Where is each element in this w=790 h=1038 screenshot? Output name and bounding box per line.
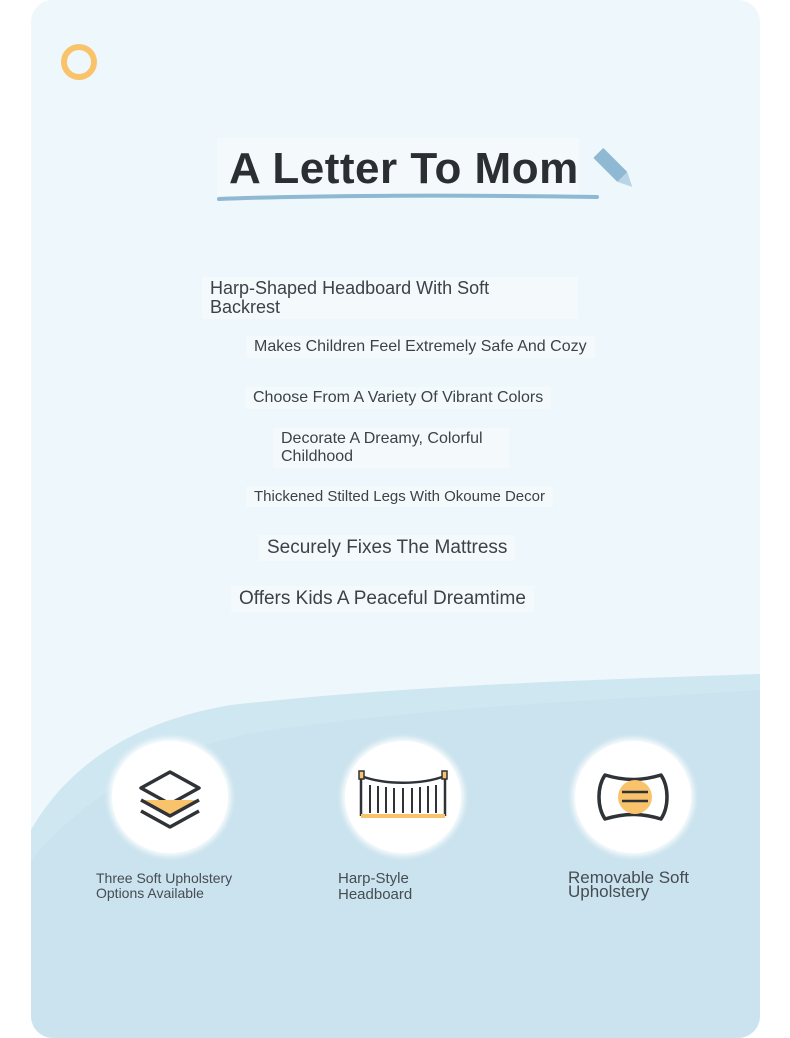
layers-icon (112, 741, 228, 853)
feature-6: Securely Fixes The Mattress (259, 535, 515, 561)
headboard-badge (345, 741, 461, 853)
page-title: A Letter To Mom (229, 144, 579, 193)
title-underline (217, 190, 607, 206)
headboard-icon (345, 741, 461, 853)
feature-5: Thickened Stilted Legs With Okoume Decor (246, 486, 553, 507)
feature-3: Choose From A Variety Of Vibrant Colors (245, 387, 551, 409)
caption-upholstery: Three Soft Upholstery Options Available (96, 870, 233, 901)
orange-ring-icon (61, 44, 97, 80)
feature-4: Decorate A Dreamy, Colorful Childhood (273, 428, 509, 468)
upholstery-options-badge (112, 741, 228, 853)
feature-2: Makes Children Feel Extremely Safe And Cozy (246, 336, 595, 358)
feature-1: Harp-Shaped Headboard With Soft Backrest (202, 277, 578, 319)
pencil-icon (592, 148, 640, 196)
feature-7: Offers Kids A Peaceful Dreamtime (231, 586, 534, 612)
cushion-icon (575, 741, 691, 853)
caption-headboard: Harp-Style Headboard (338, 870, 413, 903)
caption-cushion: Removable Soft Upholstery (568, 868, 689, 901)
cushion-badge (575, 741, 691, 853)
